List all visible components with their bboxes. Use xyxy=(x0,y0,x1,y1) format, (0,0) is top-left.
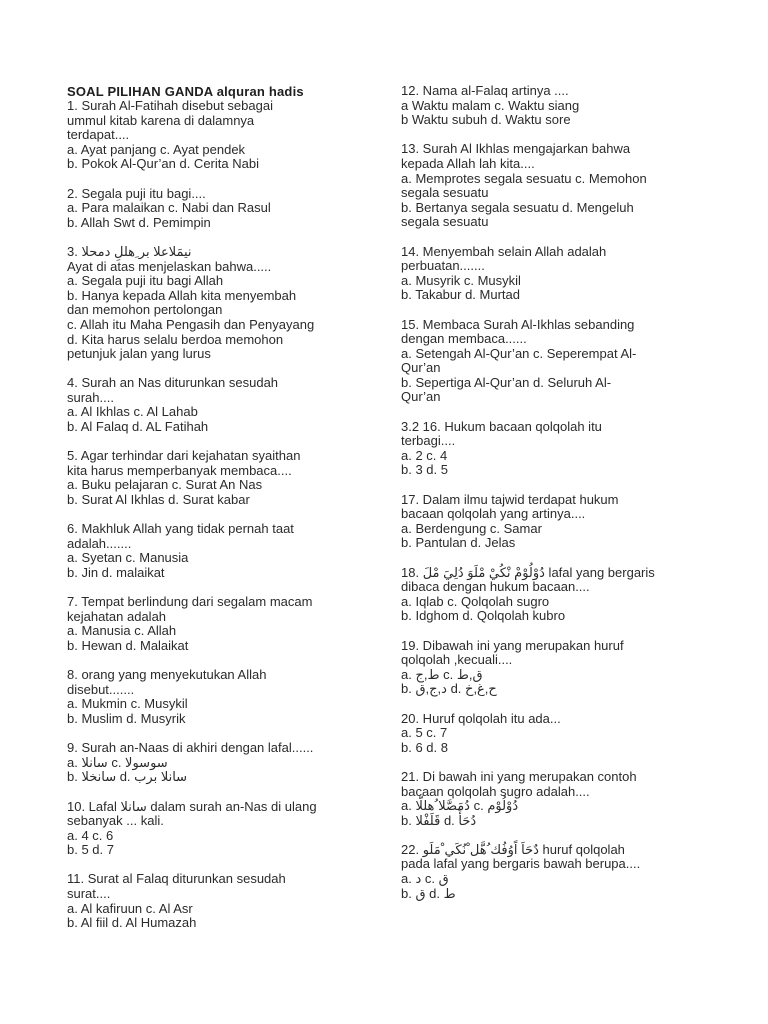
question-text: 12. Nama al-Falaq artinya .... xyxy=(401,83,569,98)
question-block xyxy=(67,668,367,726)
question-block xyxy=(67,800,367,858)
question-line: a. Segala puji itu bagi Allah xyxy=(67,273,224,289)
question-line: a. Setengah Al-Qur’an c. Seperempat Al- xyxy=(401,345,637,361)
question-line: b. 3 d. 5 xyxy=(401,462,448,478)
question-line: perbuatan....... xyxy=(401,258,485,274)
question-text: 4. Surah an Nas diturunkan sesudah xyxy=(67,375,279,391)
question-block xyxy=(67,376,367,434)
question-text: 22. دٌحَاَ اًوُفُك ُهَّل ْنُكَي ْمَلَو huruf qolqolah xyxy=(401,841,625,857)
question-gap xyxy=(67,435,367,450)
question-line: b. Pantulan d. Jelas xyxy=(401,535,516,551)
question-gap xyxy=(67,508,367,523)
question-line: b Waktu subuh d. Waktu sore xyxy=(401,112,571,128)
question-text: 1. Surah Al-Fatihah disebut sebagai xyxy=(67,98,273,113)
question-block xyxy=(401,142,701,230)
question-text: 10. Lafal سانلا dalam surah an-Nas di ulang xyxy=(67,798,317,814)
question-block xyxy=(401,770,701,828)
question-line: a. Al Ikhlas c. Al Lahab xyxy=(67,404,198,420)
question-block xyxy=(67,872,367,930)
question-line: a. ط,ج c. ق,ط xyxy=(401,666,483,682)
question-line: dengan membaca...... xyxy=(401,331,527,347)
question-text: 13. Surah Al Ikhlas mengajarkan bahwa xyxy=(401,141,631,157)
question-line: a. Syetan c. Manusia xyxy=(67,550,189,566)
question-block xyxy=(67,741,367,785)
question-block xyxy=(401,566,701,624)
question-line: b. Muslim d. Musyrik xyxy=(67,710,186,726)
question-line: a. Memprotes segala sesuatu c. Memohon xyxy=(401,170,647,186)
question-line: adalah....... xyxy=(67,535,132,551)
question-line: Qur’an xyxy=(401,360,441,376)
question-line: b. 5 d. 7 xyxy=(67,842,114,858)
question-block xyxy=(67,449,367,507)
question-gap xyxy=(401,697,701,712)
question-line: b. ق d. ط xyxy=(401,885,456,901)
question-line: surat.... xyxy=(67,886,111,902)
question-line: a. Manusia c. Allah xyxy=(67,623,177,639)
question-line: b. Surat Al Ikhlas d. Surat kabar xyxy=(67,492,250,508)
document-title: SOAL PILIHAN GANDA alquran hadis xyxy=(67,84,304,99)
question-block xyxy=(67,99,367,172)
question-block xyxy=(401,843,701,901)
question-text: 21. Di bawah ini yang merupakan contoh xyxy=(401,768,637,784)
question-text: 11. Surat al Falaq diturunkan sesudah xyxy=(67,871,286,887)
question-line: b. Jin d. malaikat xyxy=(67,565,165,580)
question-line: b. سانخلا d. سانلا برب xyxy=(67,769,188,785)
question-block xyxy=(401,84,701,128)
question-line: a. 5 c. 7 xyxy=(401,725,448,741)
question-line: b. 6 d. 8 xyxy=(401,739,448,755)
question-text: 2. Segala puji itu bagi.... xyxy=(67,185,206,201)
question-text: 9. Surah an-Naas di akhiri dengan lafal...... xyxy=(67,740,314,756)
question-line: a. Al kafiruun c. Al Asr xyxy=(67,900,193,916)
question-line: terdapat.... xyxy=(67,127,130,143)
question-text: 3. نيمَلاعلا بر ِهللِ دمحلا xyxy=(67,243,192,259)
question-line: petunjuk jalan yang lurus xyxy=(67,346,211,362)
question-line: a. Berdengung c. Samar xyxy=(401,520,542,536)
question-gap xyxy=(401,624,701,639)
left-column xyxy=(67,84,367,931)
question-line: disebut....... xyxy=(67,681,135,697)
question-block xyxy=(401,318,701,406)
question-line: a Waktu malam c. Waktu siang xyxy=(401,97,580,113)
question-line: dibaca dengan hukum bacaan.... xyxy=(401,579,590,595)
question-line: a. Mukmin c. Musykil xyxy=(67,696,188,712)
question-line: kejahatan adalah xyxy=(67,608,167,624)
question-block xyxy=(401,420,701,478)
question-line: a. 2 c. 4 xyxy=(401,447,448,463)
question-gap xyxy=(67,727,367,742)
question-block xyxy=(401,493,701,551)
question-block xyxy=(67,522,367,580)
question-line: ummul kitab karena di dalamnya xyxy=(67,112,255,128)
question-line: surah.... xyxy=(67,389,114,405)
question-gap xyxy=(401,303,701,318)
question-gap xyxy=(67,654,367,669)
question-line: b. Sepertiga Al-Qur’an d. Seluruh Al- xyxy=(401,374,612,390)
question-line: b. Allah Swt d. Pemimpin xyxy=(67,214,211,230)
question-line: bacaan qolqolah sugro adalah.... xyxy=(401,783,590,799)
question-gap xyxy=(401,828,701,843)
question-block xyxy=(67,187,367,231)
question-gap xyxy=(401,128,701,143)
question-line: Ayat di atas menjelaskan bahwa..... xyxy=(67,258,272,274)
question-line: a. دُمَصَّلا ُهللّا c. دُوْلُوْم xyxy=(401,798,519,814)
question-text: 7. Tempat berlindung dari segalam macam xyxy=(67,594,313,610)
question-line: d. Kita harus selalu berdoa memohon xyxy=(67,331,284,347)
question-line: b. Hewan d. Malaikat xyxy=(67,637,189,653)
question-line: b. Hanya kepada Allah kita menyembah xyxy=(67,287,297,303)
question-gap xyxy=(67,581,367,596)
question-line: segala sesuatu xyxy=(401,185,489,201)
question-gap xyxy=(67,858,367,873)
question-line: qolqolah ,kecuali.... xyxy=(401,652,513,668)
question-line: a. د c. ق xyxy=(401,871,449,887)
question-line: kita harus memperbanyak membaca.... xyxy=(67,462,292,478)
question-line: bacaan qolqolah yang artinya.... xyxy=(401,506,586,522)
question-line: dan memohon pertolongan xyxy=(67,302,223,318)
question-line: a. Para malaikan c. Nabi dan Rasul xyxy=(67,200,271,216)
question-gap xyxy=(401,755,701,770)
question-gap xyxy=(401,478,701,493)
question-line: a. Iqlab c. Qolqolah sugro xyxy=(401,593,550,609)
question-line: segala sesuatu xyxy=(401,214,489,230)
question-text: 5. Agar terhindar dari kejahatan syaithan xyxy=(67,448,301,464)
question-line: a. سانلا c. سوسولا xyxy=(67,754,168,770)
question-line: a. Musyrik c. Musykil xyxy=(401,272,521,288)
question-gap xyxy=(401,405,701,420)
question-text: 19. Dibawah ini yang merupakan huruf xyxy=(401,637,624,653)
question-line: b. Al fiil d. Al Humazah xyxy=(67,915,197,931)
question-block xyxy=(67,245,367,362)
question-block xyxy=(401,245,701,303)
question-line: a. 4 c. 6 xyxy=(67,827,114,843)
question-line: terbagi.... xyxy=(401,433,456,449)
question-line: b. Idghom d. Qolqolah kubro xyxy=(401,608,566,624)
question-gap xyxy=(401,230,701,245)
question-line: b. Al Falaq d. AL Fatihah xyxy=(67,419,209,435)
question-line: b. Takabur d. Murtad xyxy=(401,287,520,303)
question-gap xyxy=(67,785,367,800)
question-line: b. قَلَفْلا d. دُحَأَ xyxy=(401,812,477,828)
question-line: a. Buku pelajaran c. Surat An Nas xyxy=(67,477,263,493)
question-line: c. Allah itu Maha Pengasih dan Penyayang xyxy=(67,316,315,332)
question-text: 15. Membaca Surah Al-Ikhlas sebanding xyxy=(401,316,635,332)
question-gap xyxy=(67,362,367,377)
question-line: b. د,ج,ق d. ح,غ,خ xyxy=(401,681,497,697)
question-line: b. Pokok Al-Qur’an d. Cerita Nabi xyxy=(67,156,259,172)
question-line: a. Ayat panjang c. Ayat pendek xyxy=(67,141,246,157)
question-text: 14. Menyembah selain Allah adalah xyxy=(401,243,607,259)
question-text: 17. Dalam ilmu tajwid terdapat hukum xyxy=(401,491,619,507)
question-gap xyxy=(401,551,701,566)
question-block xyxy=(401,712,701,756)
question-text: 20. Huruf qolqolah itu ada... xyxy=(401,710,561,726)
question-text: 8. orang yang menyekutukan Allah xyxy=(67,667,267,683)
question-block xyxy=(401,639,701,697)
right-question-list xyxy=(401,84,701,901)
question-line: b. Bertanya segala sesuatu d. Mengeluh xyxy=(401,199,634,215)
question-gap xyxy=(67,230,367,245)
left-question-list xyxy=(67,99,367,931)
question-line: Qur’an xyxy=(401,389,441,405)
question-text: 18. دُوْلُوْمْ نْكُيْ مْلَوَ دُلِيَ مْلَ lafal yang bergaris xyxy=(401,564,655,580)
question-text: 3.2 16. Hukum bacaan qolqolah itu xyxy=(401,418,602,434)
question-line: sebanyak ... kali. xyxy=(67,813,164,829)
question-gap xyxy=(67,172,367,187)
right-column xyxy=(401,84,701,901)
question-block xyxy=(67,595,367,653)
question-line: pada lafal yang bergaris bawah berupa.... xyxy=(401,856,641,872)
question-text: 6. Makhluk Allah yang tidak pernah taat xyxy=(67,521,294,537)
question-line: kepada Allah lah kita.... xyxy=(401,155,535,171)
